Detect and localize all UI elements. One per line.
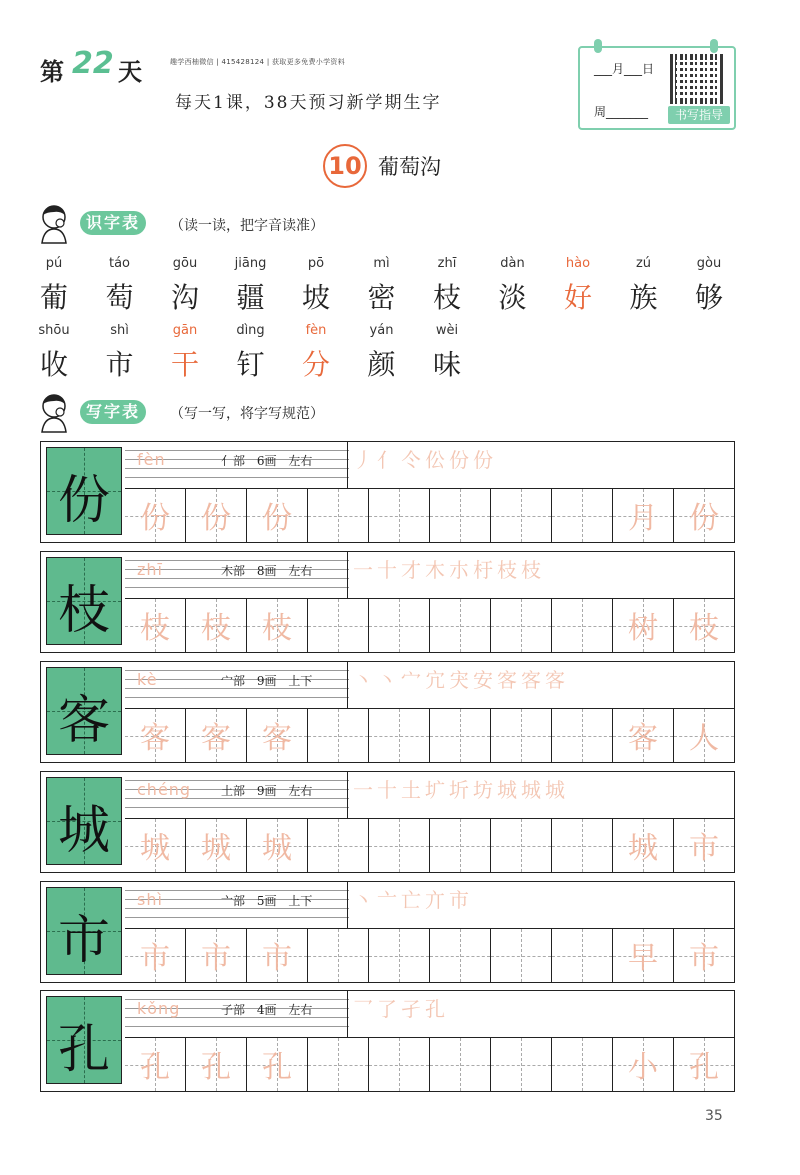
- hanzi-char: 市: [105, 348, 134, 381]
- radical: 子部: [221, 1003, 246, 1017]
- practice-cell[interactable]: [185, 599, 246, 652]
- stroke-order: 乛了孑孔: [353, 997, 449, 1021]
- practice-cell[interactable]: [490, 819, 551, 872]
- model-char-box: [46, 777, 122, 865]
- cell-guide-horizontal: [552, 1065, 612, 1066]
- trace-char: 客: [262, 721, 292, 756]
- practice-cell[interactable]: [490, 489, 551, 542]
- trace-char: 早: [628, 941, 658, 976]
- practice-cell[interactable]: [246, 819, 307, 872]
- char-info: [221, 782, 312, 799]
- cell-guide-horizontal: [308, 846, 368, 847]
- trace-char: 城: [201, 831, 231, 866]
- model-char: 市: [57, 911, 110, 971]
- trace-char: 人: [689, 721, 719, 756]
- structure: 上下: [288, 894, 313, 908]
- cell-guide-horizontal: [369, 736, 429, 737]
- practice-cell[interactable]: [551, 599, 612, 652]
- divider: [347, 772, 348, 818]
- hanzi-char: 淡: [498, 281, 527, 314]
- pinyin-label: dìng: [236, 323, 265, 338]
- writing-badge: 写字表: [80, 400, 146, 424]
- practice-cell[interactable]: [246, 709, 307, 762]
- practice-cell[interactable]: [429, 929, 490, 982]
- cell-guide-horizontal: [369, 1065, 429, 1066]
- trace-char: 市: [140, 941, 170, 976]
- stroke-count: 6画: [256, 454, 277, 468]
- cell-guide-horizontal: [552, 846, 612, 847]
- practice-cell[interactable]: [612, 1038, 673, 1091]
- calendar-ring-icon: [594, 39, 602, 53]
- char-info: [221, 672, 312, 689]
- lesson-number: 10: [323, 144, 367, 188]
- reading-note: （读一读，把字音读准）: [170, 218, 324, 234]
- practice-cell[interactable]: [368, 489, 429, 542]
- trace-char: 客: [201, 721, 231, 756]
- pinyin-label: pú: [45, 256, 63, 271]
- model-char: 枝: [57, 581, 110, 641]
- practice-cell[interactable]: [368, 709, 429, 762]
- cell-guide-horizontal: [308, 626, 368, 627]
- practice-cell[interactable]: [429, 599, 490, 652]
- trace-char: 枝: [262, 611, 292, 646]
- practice-cells: [125, 709, 734, 762]
- practice-cell[interactable]: [368, 1038, 429, 1091]
- pinyin-label: shōu: [38, 323, 70, 338]
- practice-cell[interactable]: [307, 709, 368, 762]
- writing-row: [40, 881, 735, 983]
- practice-cell[interactable]: [673, 489, 734, 542]
- cell-guide-horizontal: [430, 956, 490, 957]
- practice-cell[interactable]: [125, 489, 185, 542]
- trace-char: 城: [262, 831, 292, 866]
- hanzi-char: 好: [563, 281, 592, 314]
- pinyin-trace: kè: [137, 670, 158, 689]
- cell-guide-horizontal: [552, 626, 612, 627]
- radical: 宀部: [221, 674, 246, 688]
- practice-cell[interactable]: [125, 929, 185, 982]
- pinyin-label: shì: [110, 323, 129, 338]
- model-char-box: [46, 557, 122, 645]
- trace-char: 城: [140, 831, 170, 866]
- trace-char: 份: [689, 501, 719, 536]
- trace-char: 孔: [140, 1050, 170, 1085]
- pinyin-label: fèn: [305, 323, 327, 338]
- practice-cell[interactable]: [429, 489, 490, 542]
- model-char: 份: [57, 471, 110, 531]
- trace-char: 月: [628, 501, 658, 536]
- cell-guide-horizontal: [491, 516, 551, 517]
- hanzi-char: 疆: [236, 281, 265, 314]
- practice-cell[interactable]: [307, 1038, 368, 1091]
- cell-guide-horizontal: [308, 736, 368, 737]
- practice-cell[interactable]: [246, 599, 307, 652]
- structure: 左右: [288, 784, 313, 798]
- calendar-ring-icon: [710, 39, 718, 53]
- page-number: 35: [705, 1108, 723, 1124]
- hanzi-char: 萄: [105, 281, 134, 314]
- trace-char: 市: [689, 941, 719, 976]
- stroke-count: 9画: [256, 674, 277, 688]
- stroke-count: 9画: [256, 784, 277, 798]
- model-char-box: [46, 887, 122, 975]
- practice-cells: [125, 599, 734, 652]
- practice-cell[interactable]: [125, 709, 185, 762]
- practice-cell[interactable]: [246, 1038, 307, 1091]
- reading-boy-icon: [36, 203, 72, 245]
- hanzi-char: 钉: [236, 348, 265, 381]
- practice-cell[interactable]: [612, 819, 673, 872]
- practice-cell[interactable]: [307, 489, 368, 542]
- practice-cell[interactable]: [612, 489, 673, 542]
- structure: 左右: [288, 454, 313, 468]
- practice-cell[interactable]: [612, 929, 673, 982]
- cell-guide-horizontal: [308, 516, 368, 517]
- trace-char: 孔: [201, 1050, 231, 1085]
- practice-cell[interactable]: [551, 929, 612, 982]
- qr-label: 书写指导: [668, 106, 730, 124]
- practice-cell[interactable]: [185, 1038, 246, 1091]
- trace-char: 孔: [262, 1050, 292, 1085]
- writing-row: [40, 441, 735, 543]
- cell-guide-horizontal: [552, 956, 612, 957]
- pinyin-label: gān: [172, 323, 198, 338]
- practice-cell[interactable]: [490, 1038, 551, 1091]
- practice-cell[interactable]: [490, 929, 551, 982]
- practice-cell[interactable]: [673, 819, 734, 872]
- trace-char: 市: [262, 941, 292, 976]
- hanzi-char: 收: [39, 348, 68, 381]
- practice-cell[interactable]: [673, 599, 734, 652]
- trace-char: 枝: [140, 611, 170, 646]
- trace-char: 份: [201, 501, 231, 536]
- pinyin-trace: chéng: [137, 780, 192, 799]
- practice-cell[interactable]: [429, 819, 490, 872]
- cell-guide-horizontal: [369, 626, 429, 627]
- day-prefix: 第: [40, 57, 64, 86]
- practice-cell[interactable]: [368, 599, 429, 652]
- trace-char: 市: [689, 831, 719, 866]
- radical: 亻部: [221, 454, 246, 468]
- pinyin-label: zú: [635, 256, 652, 271]
- cell-guide-horizontal: [491, 1065, 551, 1066]
- practice-cell[interactable]: [490, 709, 551, 762]
- trace-char: 客: [628, 721, 658, 756]
- char-info: [221, 452, 312, 469]
- divider: [347, 991, 348, 1037]
- practice-cell[interactable]: [185, 489, 246, 542]
- cell-guide-horizontal: [369, 516, 429, 517]
- practice-cell[interactable]: [125, 599, 185, 652]
- practice-cell[interactable]: [246, 929, 307, 982]
- practice-cell[interactable]: [429, 709, 490, 762]
- cell-guide-horizontal: [430, 516, 490, 517]
- practice-cell[interactable]: [551, 1038, 612, 1091]
- pinyin-label: gōu: [172, 256, 198, 271]
- pinyin-label: táo: [108, 256, 131, 271]
- practice-cell[interactable]: [612, 709, 673, 762]
- cell-guide-horizontal: [430, 1065, 490, 1066]
- stroke-order: 丿亻仒伀份份: [353, 448, 497, 472]
- pinyin-label: hào: [565, 256, 591, 271]
- cell-guide-horizontal: [369, 846, 429, 847]
- pinyin-label: gòu: [696, 256, 722, 271]
- pinyin-label: mì: [373, 256, 390, 271]
- hanzi-char: 枝: [432, 281, 461, 314]
- writing-row: [40, 551, 735, 653]
- stroke-order: 丶丶宀宂宊安客客客: [353, 668, 569, 692]
- model-char-box: [46, 667, 122, 755]
- practice-cell[interactable]: [307, 929, 368, 982]
- stroke-count: 5画: [256, 894, 277, 908]
- practice-cells: [125, 929, 734, 982]
- pinyin-label: wèi: [435, 323, 459, 338]
- radical: 亠部: [221, 894, 246, 908]
- cell-guide-horizontal: [430, 626, 490, 627]
- writing-note: （写一写，将字写规范）: [170, 406, 324, 422]
- header-small-note: 趣学西柚微信 | 415428124 | 获取更多免费小学资料: [170, 58, 345, 66]
- practice-cell[interactable]: [490, 599, 551, 652]
- practice-cell[interactable]: [673, 929, 734, 982]
- stroke-order: 一十土圹圻坊城城城: [353, 778, 569, 802]
- pinyin-label: pō: [307, 256, 325, 271]
- pinyin-trace: fèn: [137, 450, 166, 469]
- calendar-week: 周_______: [594, 105, 649, 119]
- model-char-box: [46, 447, 122, 535]
- pinyin-label: dàn: [500, 256, 525, 271]
- practice-cell[interactable]: [551, 709, 612, 762]
- cell-guide-horizontal: [491, 626, 551, 627]
- divider: [347, 662, 348, 708]
- cell-guide-horizontal: [491, 736, 551, 737]
- writing-row: [40, 771, 735, 873]
- stroke-order: 丶亠亡亣市: [353, 888, 473, 912]
- cell-guide-horizontal: [430, 736, 490, 737]
- trace-char: 城: [628, 831, 658, 866]
- practice-cell[interactable]: [673, 1038, 734, 1091]
- cell-guide-horizontal: [308, 1065, 368, 1066]
- structure: 左右: [288, 564, 313, 578]
- qr-code-pattern: [676, 60, 718, 98]
- practice-cell[interactable]: [612, 599, 673, 652]
- divider: [347, 442, 348, 488]
- hanzi-char: 味: [432, 348, 461, 381]
- cell-guide-horizontal: [430, 846, 490, 847]
- hanzi-char: 干: [170, 348, 199, 381]
- practice-cells: [125, 819, 734, 872]
- practice-cells: [125, 489, 734, 542]
- cell-guide-horizontal: [552, 516, 612, 517]
- practice-cell[interactable]: [246, 489, 307, 542]
- stroke-count: 4画: [256, 1003, 277, 1017]
- practice-cell[interactable]: [551, 819, 612, 872]
- writing-row: [40, 990, 735, 1092]
- char-info: [221, 1001, 312, 1018]
- practice-cell[interactable]: [551, 489, 612, 542]
- practice-cell[interactable]: [429, 1038, 490, 1091]
- hanzi-char: 分: [301, 348, 330, 381]
- trace-char: 份: [262, 501, 292, 536]
- cell-guide-horizontal: [369, 956, 429, 957]
- trace-char: 小: [628, 1050, 658, 1085]
- writing-row: [40, 661, 735, 763]
- hanzi-char: 够: [694, 281, 723, 314]
- pinyin-label: jiāng: [234, 256, 267, 271]
- practice-cell[interactable]: [307, 819, 368, 872]
- char-info: [221, 562, 312, 579]
- trace-char: 市: [201, 941, 231, 976]
- practice-cell[interactable]: [368, 819, 429, 872]
- trace-char: 树: [628, 611, 658, 646]
- practice-cell[interactable]: [673, 709, 734, 762]
- hanzi-char: 坡: [301, 281, 330, 314]
- hanzi-char: 族: [629, 281, 658, 314]
- practice-cells: [125, 1038, 734, 1091]
- model-char: 客: [57, 691, 110, 751]
- practice-cell[interactable]: [185, 709, 246, 762]
- divider: [347, 552, 348, 598]
- cell-guide-horizontal: [491, 956, 551, 957]
- lesson-title: 葡萄沟: [378, 155, 441, 179]
- practice-cell[interactable]: [368, 929, 429, 982]
- hanzi-char: 密: [367, 281, 396, 314]
- pinyin-label: zhī: [437, 256, 457, 271]
- practice-cell[interactable]: [185, 819, 246, 872]
- trace-char: 枝: [689, 611, 719, 646]
- divider: [347, 882, 348, 928]
- hanzi-char: 颜: [367, 348, 396, 381]
- trace-char: 孔: [689, 1050, 719, 1085]
- structure: 上下: [288, 674, 313, 688]
- cell-guide-horizontal: [308, 956, 368, 957]
- cell-guide-horizontal: [491, 846, 551, 847]
- radical: 土部: [221, 784, 246, 798]
- trace-char: 枝: [201, 611, 231, 646]
- hanzi-char: 葡: [39, 281, 68, 314]
- radical: 木部: [221, 564, 246, 578]
- pinyin-trace: zhī: [137, 560, 163, 579]
- pinyin-trace: shì: [137, 890, 163, 909]
- practice-cell[interactable]: [307, 599, 368, 652]
- calendar-date: ___月___日: [594, 62, 655, 76]
- stroke-order: 一十才木朩杅枝枝: [353, 558, 545, 582]
- header-slogan: 每天1课，38天预习新学期生字: [175, 93, 442, 113]
- reading-badge: 识字表: [80, 211, 146, 235]
- day-number: 22: [72, 46, 114, 81]
- hanzi-char: 沟: [170, 281, 199, 314]
- model-char-box: [46, 996, 122, 1084]
- pinyin-label: yán: [369, 323, 394, 338]
- stroke-count: 8画: [256, 564, 277, 578]
- writing-boy-icon: [36, 392, 72, 434]
- char-info: [221, 892, 312, 909]
- cell-guide-horizontal: [552, 736, 612, 737]
- practice-cell[interactable]: [185, 929, 246, 982]
- trace-char: 客: [140, 721, 170, 756]
- practice-cell[interactable]: [125, 1038, 185, 1091]
- day-suffix: 天: [118, 57, 142, 86]
- trace-char: 份: [140, 501, 170, 536]
- pinyin-trace: kǒng: [137, 999, 181, 1018]
- structure: 左右: [288, 1003, 313, 1017]
- model-char: 孔: [57, 1020, 110, 1080]
- practice-cell[interactable]: [125, 819, 185, 872]
- model-char: 城: [57, 801, 110, 861]
